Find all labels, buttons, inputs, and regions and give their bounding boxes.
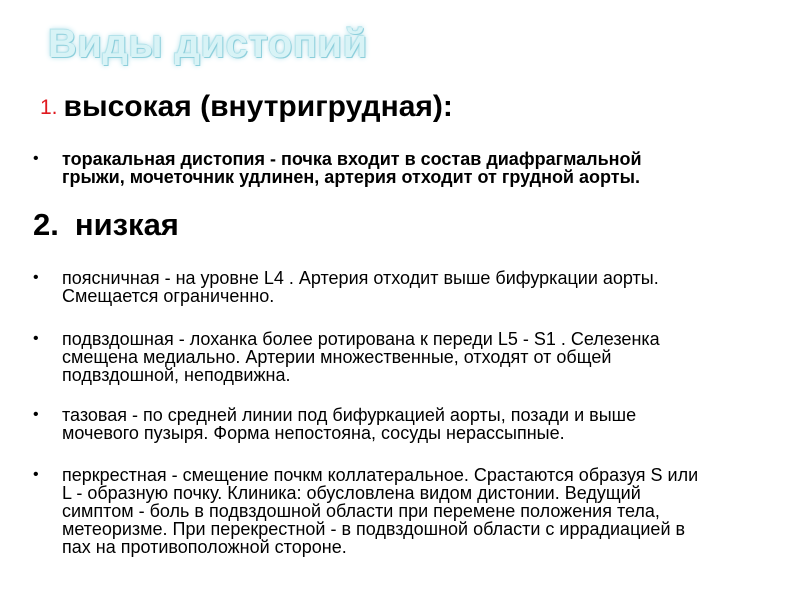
bullet-lumbar-text: поясничная - на уровне L4 . Артерия отходит выше бифуркации аорты. Смещается ограниченно. — [62, 268, 659, 306]
bullet-marker: • — [33, 330, 39, 347]
bullet-thoracic — [33, 150, 783, 186]
bullet-crossed-text: перкрестная - смещение почкм коллатеральное. Срастаются образуя S или L - образную почку. Клиника: обусловлена видом дистонии. Ведущий симптом - боль в подвздошной области при перемене положения тела, метеоризме. При перекрестной - в подвздошной области с иррадиацией в пах на противоположной стороне. — [62, 465, 699, 557]
bullet-iliac — [33, 330, 783, 384]
bullet-lumbar — [33, 269, 783, 305]
bullet-marker: • — [33, 150, 39, 167]
bullet-marker: • — [33, 406, 39, 423]
section-low-number: 2. — [33, 207, 59, 242]
bullet-marker: • — [33, 269, 39, 286]
section-low-label: низкая — [74, 207, 179, 242]
bullet-crossed — [33, 466, 783, 556]
bullet-pelvic-text: тазовая - по средней линии под бифуркацией аорты, позади и выше мочевого пузыря. Форма непостояна, сосуды нерассыпные. — [62, 405, 637, 443]
section-low-heading — [33, 207, 179, 243]
section-high-heading — [40, 90, 453, 124]
section-high-number: 1. — [40, 96, 58, 119]
bullet-marker: • — [33, 466, 39, 483]
bullet-iliac-text: подвздошная - лоханка более ротирована к переди L5 - S1 . Селезенка смещена медиально. Артерии множественные, отходят от общей подвздошной, неподвижна. — [62, 329, 660, 385]
bullet-thoracic-text: торакальная дистопия - почка входит в состав диафрагмальной грыжи, мочеточник удлинен, артерия отходит от грудной аорты. — [62, 149, 642, 187]
slide-title: Виды дистопий — [48, 22, 368, 66]
section-high-label: высокая (внутригрудная): — [63, 90, 453, 123]
bullet-pelvic — [33, 406, 783, 442]
